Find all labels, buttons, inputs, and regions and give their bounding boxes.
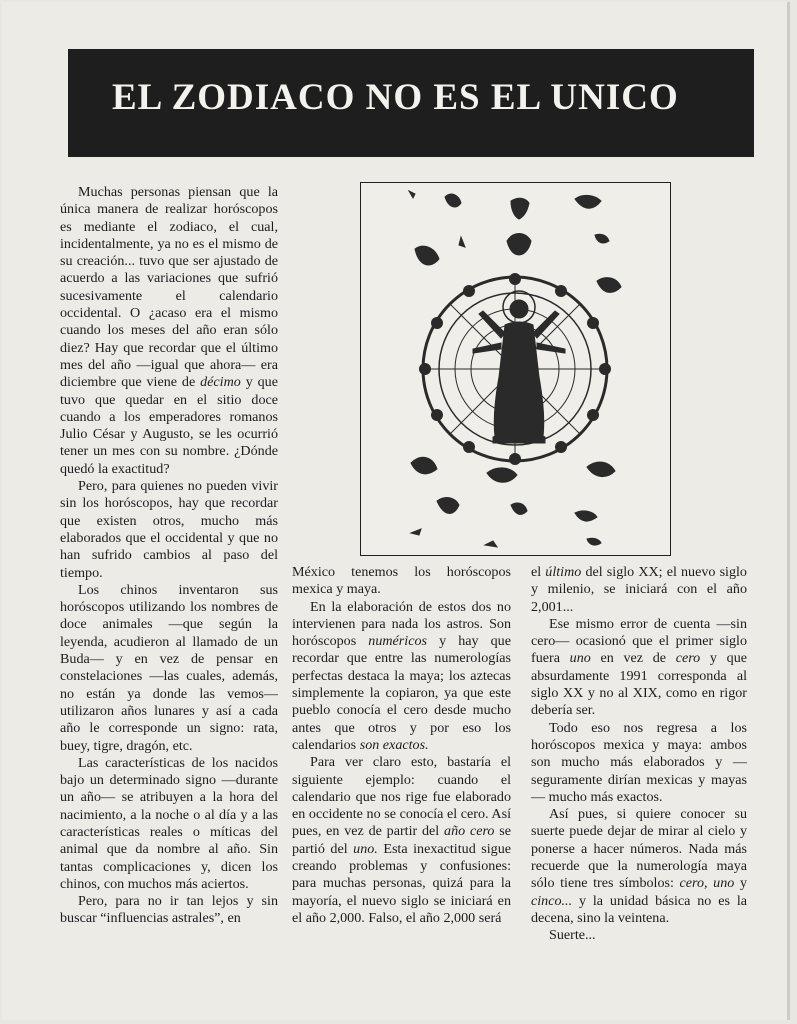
beast-figure bbox=[575, 195, 601, 208]
article-paragraph: el último del siglo XX; el nuevo siglo y milenio, se iniciará con el año 2,001... bbox=[531, 564, 747, 615]
article-paragraph: Para ver claro esto, bastaría el siguiente ejemplo: cuando el calendario que nos rige fue elaborado en occidente no se conocía el cero. Así pues, en vez de partir del año cero se partió del uno. Esta inexactitud sigue creando problemas y confusiones: para muchas personas, quizá para la mayoría, el nuevo siglo se iniciará en el año 2,000. Falso, el año 2,000 será bbox=[292, 754, 512, 926]
article-paragraph: En la elaboración de estos dos no intervienen para nada los astros. Son horóscopos numéricos y hay que recordar que entre las numerologías perfectas destaca la maya; los aztecas simplemente la copiaron, ya que este pueblo conocía el cero desde mucho antes que otros y por eso los calendarios son exactos. bbox=[292, 598, 511, 753]
central-deity-figure bbox=[473, 291, 565, 443]
zodiac-illustration bbox=[360, 182, 671, 556]
beast-figure bbox=[459, 237, 465, 247]
italic-emphasis: último bbox=[545, 564, 582, 580]
text-column-left bbox=[60, 184, 278, 928]
beast-figure bbox=[411, 457, 437, 473]
wheel-medallion bbox=[419, 363, 431, 375]
beast-figure bbox=[597, 278, 621, 293]
wheel-medallion bbox=[555, 285, 567, 297]
beast-figure bbox=[575, 511, 597, 521]
italic-emphasis: décimo bbox=[200, 374, 241, 391]
wheel-medallion bbox=[463, 285, 475, 297]
wheel-medallion bbox=[587, 317, 599, 329]
article-paragraph: Ese mismo error de cuenta —sin cero— ocasionó que el primer siglo fuera uno en vez de cero y que absurdamente 1991 corresponda al siglo XX y no al XIX, como en rigor debería ser. bbox=[531, 615, 748, 719]
wheel-medallion bbox=[431, 317, 443, 329]
wheel-medallion bbox=[587, 409, 599, 421]
wheel-medallion bbox=[599, 363, 611, 375]
italic-emphasis: cero bbox=[675, 650, 701, 667]
article-paragraph: Todo eso nos regresa a los horóscopos mexica y maya: ambos son mucho más elaborados y —seguramente dirían mexicas y mayas— mucho más exactos. bbox=[531, 719, 747, 805]
text-column-right bbox=[531, 564, 747, 945]
beast-figure bbox=[415, 246, 439, 265]
wheel-medallion bbox=[555, 441, 567, 453]
beast-figure bbox=[487, 468, 517, 482]
beast-figure bbox=[511, 503, 527, 514]
article-paragraph: Suerte... bbox=[549, 927, 596, 944]
italic-emphasis: son exactos. bbox=[359, 736, 429, 753]
italic-emphasis: uno bbox=[569, 650, 591, 667]
wheel-medallion bbox=[509, 273, 521, 285]
article-paragraph: Pero, para quienes no pueden vivir sin los horóscopos, hay que recordar que existen otros, mucho más elaborados que el occidental y que no han sufrido cambios al paso del tiempo. bbox=[60, 478, 278, 581]
article-paragraph: Pero, para no ir tan lejos y sin buscar “influencias astrales”, en bbox=[60, 893, 278, 927]
article-paragraph: México tenemos los horóscopos mexica y maya. bbox=[292, 564, 511, 598]
article-paragraph: Así pues, si quiere conocer su suerte puede dejar de mirar al cielo y ponerse a hacer números. Nada más recuerde que la numerología maya sólo tiene tres símbolos: cero, uno y cinco... y la unidad básica no es la decena, sino la veintena. bbox=[531, 806, 747, 926]
italic-emphasis: año cero bbox=[444, 823, 495, 840]
zodiac-woodcut-drawing bbox=[361, 183, 672, 557]
beast-figure bbox=[507, 234, 531, 256]
beast-figure bbox=[437, 498, 459, 514]
italic-emphasis: cero, uno bbox=[679, 875, 735, 892]
italic-emphasis: cinco... bbox=[531, 892, 573, 909]
magazine-page bbox=[2, 2, 790, 1020]
beast-figure bbox=[587, 538, 601, 545]
beast-figure bbox=[411, 529, 421, 535]
beast-figure bbox=[485, 541, 497, 547]
article-paragraph: Muchas personas piensan que la única manera de realizar horóscopos es mediante el zodiaco, el cual, incidentalmente, ya no es el mismo de su creación... tuvo que ser ajustado de acuerdo a las variaciones que sufrió sucesivamente el calendario occidental. O ¿acaso era el mismo cuando los meses del año eran sólo diez? Hay que recordar que el último mes del año —igual que ahora— era diciembre que viene de décimo y que tuvo que quedar en el sitio doce cuando a los emperadores romanos Julio César y Augusto, se les ocurrió tener un mes con su nombre. ¿Dónde quedó la exactitud? bbox=[60, 184, 278, 477]
wheel-medallion bbox=[509, 453, 521, 465]
italic-emphasis: numéricos bbox=[368, 633, 427, 650]
wheel-medallion bbox=[431, 409, 443, 421]
wheel-medallion bbox=[463, 441, 475, 453]
article-title: EL ZODIACO NO ES EL UNICO bbox=[112, 77, 679, 118]
article-paragraph: Las características de los nacidos bajo un determinado signo —durante un año— se atribuyen a la hora del nacimiento, a la noche o al día y a las características reales o míticas del animal que da nombre al año. Sin tantas complicaciones y, dicen los chinos, con muchos más aciertos. bbox=[60, 754, 278, 892]
article-paragraph: Los chinos inventaron sus horóscopos utilizando los nombres de doce animales —que según la leyenda, acudieron al llamado de un Buda— y en vez de pensar en constelaciones —las cuales, además, no están ya donde las vemos— utilizaron años lunares y así a cada año le corresponde un signo: rata, buey, tigre, dragón, etc. bbox=[60, 581, 278, 754]
italic-emphasis: uno. bbox=[353, 840, 378, 857]
beast-figure bbox=[409, 191, 415, 198]
text-column-middle bbox=[292, 564, 511, 927]
beast-figure bbox=[511, 198, 529, 219]
beast-figure bbox=[595, 234, 609, 243]
beast-figure bbox=[587, 462, 615, 477]
beast-figure bbox=[445, 194, 461, 207]
